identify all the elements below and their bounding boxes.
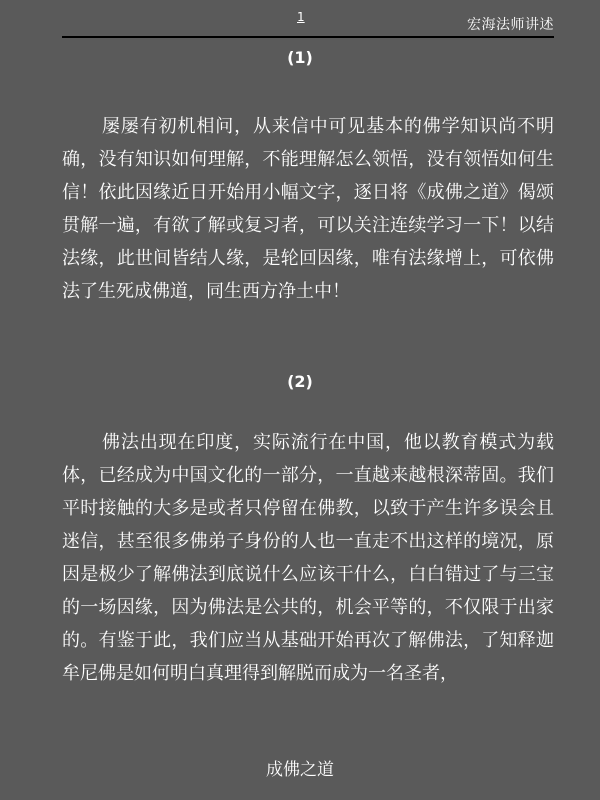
page-number: 1: [297, 10, 305, 24]
section-number-2: (2): [287, 372, 313, 391]
section-paragraph-2: 佛法出现在印度，实际流行在中国，他以教育模式为载体，已经成为中国文化的一部分，一直越来越根深蒂固。我们平时接触的大多是或者只停留在佛教，以致于产生许多误会且迷信，甚至很多佛弟子身份的人也一直走不出这样的境况，原因是极少了解佛法到底说什么应该干什么，白白错过了与三宝的一场因缘，因为佛法是公共的，机会平等的，不仅限于出家的。有鉴于此，我们应当从基础开始再次了解佛法，了知释迦牟尼佛是如何明白真理得到解脱而成为一名圣者，: [62, 432, 554, 684]
section-paragraph-1: 屡屡有初机相问，从来信中可见基本的佛学知识尚不明确，没有知识如何理解，不能理解怎么领悟，没有领悟如何生信！依此因缘近日开始用小幅文字，逐日将《成佛之道》偈颂贯解一遍，有欲了解或复习者，可以关注连续学习一下！以结法缘，此世间皆结人缘，是轮回因缘，唯有法缘增上，可依佛法了生死成佛道，同生西方净土中！: [62, 116, 554, 302]
author-attribution: 宏海法师讲述: [467, 17, 554, 33]
page-footer-title: 成佛之道: [266, 760, 334, 780]
page-header: [62, 8, 554, 38]
section-number-1: (1): [287, 48, 313, 67]
